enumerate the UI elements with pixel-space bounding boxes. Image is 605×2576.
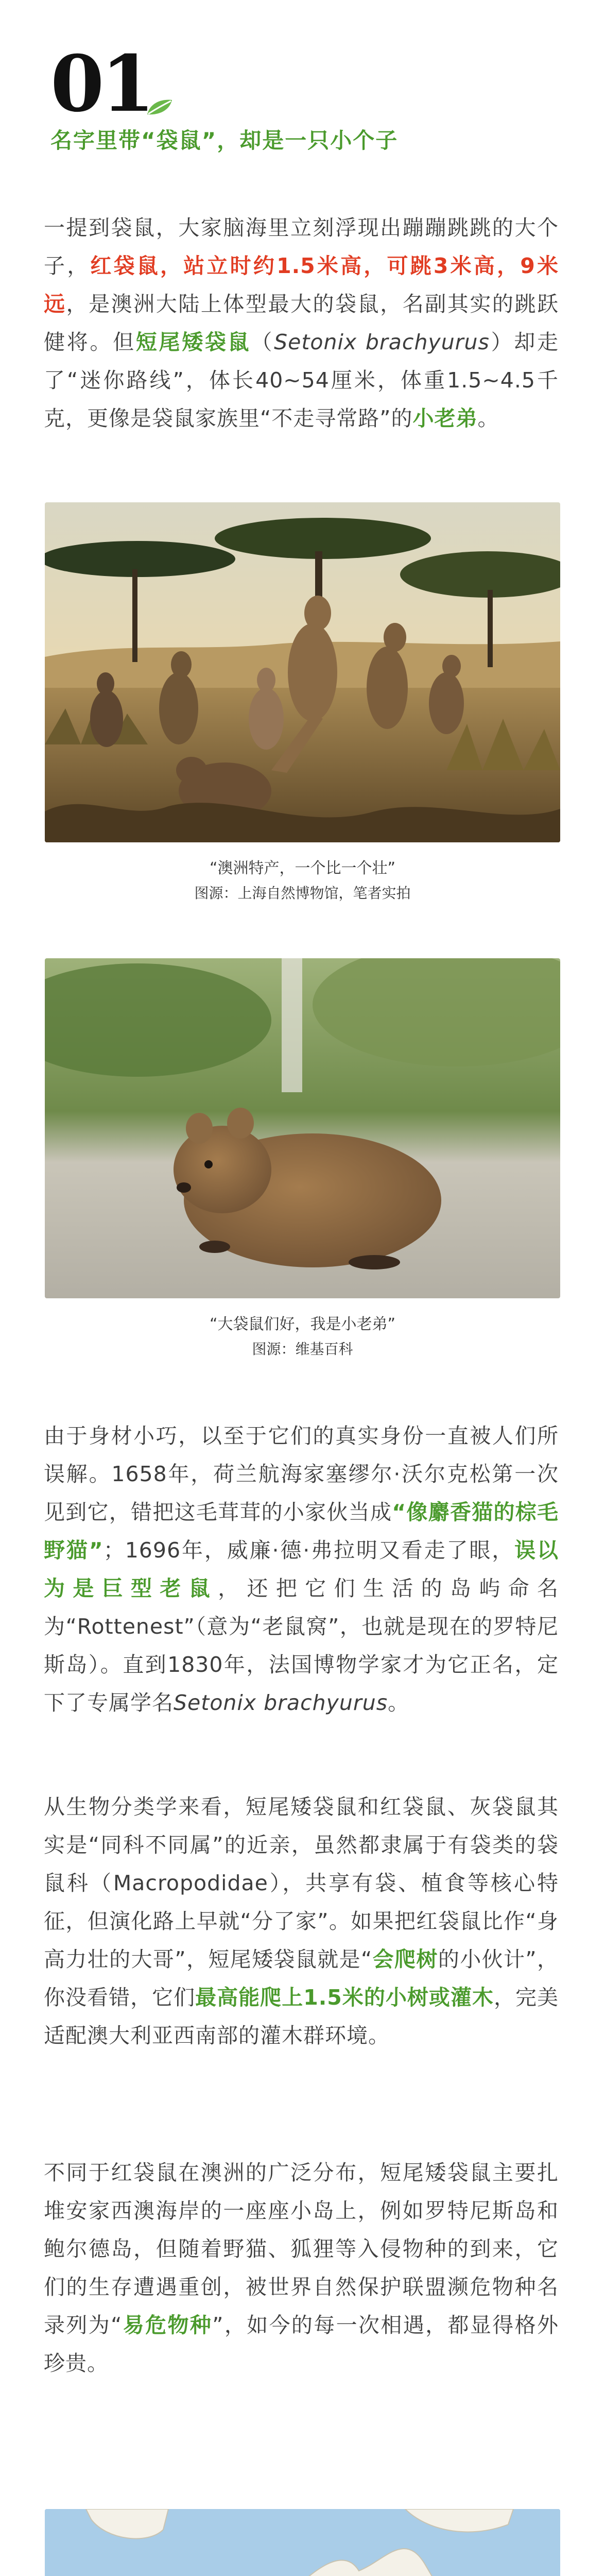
image-credit: 图源：维基百科 xyxy=(252,1341,353,1358)
history-paragraph: 由于身材小巧，以至于它们的真实身份一直被人们所误解。1658年，荷兰航海家塞缪尔·沃尔克松第一次见到它，错把这毛茸茸的小家伙当成“像麝香猫的棕毛野猫”；1696年，威廉·德·弗拉明又看走了眼，误以为是巨型老鼠，还把它们生活的岛屿命名为“Rottenest”（意为“老鼠窝”，也就是现在的罗特尼斯岛）。直到1830年，法国博物学家才为它正名，定下了专属学名Setonix brachyurus。 xyxy=(44,1423,559,1715)
distribution-paragraph: 不同于红袋鼠在澳洲的广泛分布，短尾矮袋鼠主要扎堆安家西澳海岸的一座座小岛上，例如罗特尼斯岛和鲍尔德岛，但随着野猫、狐狸等入侵物种的到来，它们的生存遭遇重创，被世界自然保护联盟濒危物种名录列为“易危物种”，如今的每一次相遇，都显得格外珍贵。 xyxy=(44,2160,559,2376)
section-number: 01 xyxy=(50,39,152,129)
image-caption: “大袋鼠们好，我是小老弟” xyxy=(209,1315,396,1333)
quokka-photo xyxy=(45,958,560,1298)
section-title: 名字里带“袋鼠”，却是一只小个子 xyxy=(50,128,399,153)
quokka-illustration xyxy=(45,958,560,1298)
image-credit: 图源：上海自然博物馆，笔者实拍 xyxy=(194,885,411,902)
kangaroo-diorama-illustration xyxy=(45,502,560,842)
image-caption: “澳洲特产，一个比一个壮” xyxy=(209,859,396,877)
intro-paragraph: 一提到袋鼠，大家脑海里立刻浮现出蹦蹦跳跳的大个子，红袋鼠，站立时约1.5米高，可跳3米高，9米远，是澳洲大陆上体型最大的袋鼠，名副其实的跳跃健将。但短尾矮袋鼠（Setonix brachyurus）却走了“迷你路线”，体长40~54厘米，体重1.5~4.5千克，更像是袋鼠家族里“不走寻常路”的小老弟。 xyxy=(44,215,559,431)
australia-map xyxy=(45,2509,560,2576)
taxonomy-paragraph: 从生物分类学来看，短尾矮袋鼠和红袋鼠、灰袋鼠其实是“同科不同属”的近亲，虽然都隶属于有袋类的袋鼠科（Macropodidae），共享有袋、植食等核心特征，但演化路上早就“分了家”。如果把红袋鼠比作“身高力壮的大哥”，短尾矮袋鼠就是“会爬树的小伙计”，你没看错，它们最高能爬上1.5米的小树或灌木，完美适配澳大利亚西南部的灌木群环境。 xyxy=(44,1794,559,2048)
kangaroo-diorama-photo xyxy=(45,502,560,842)
quokka-range-map xyxy=(45,2509,560,2576)
leaf-icon xyxy=(145,98,174,116)
